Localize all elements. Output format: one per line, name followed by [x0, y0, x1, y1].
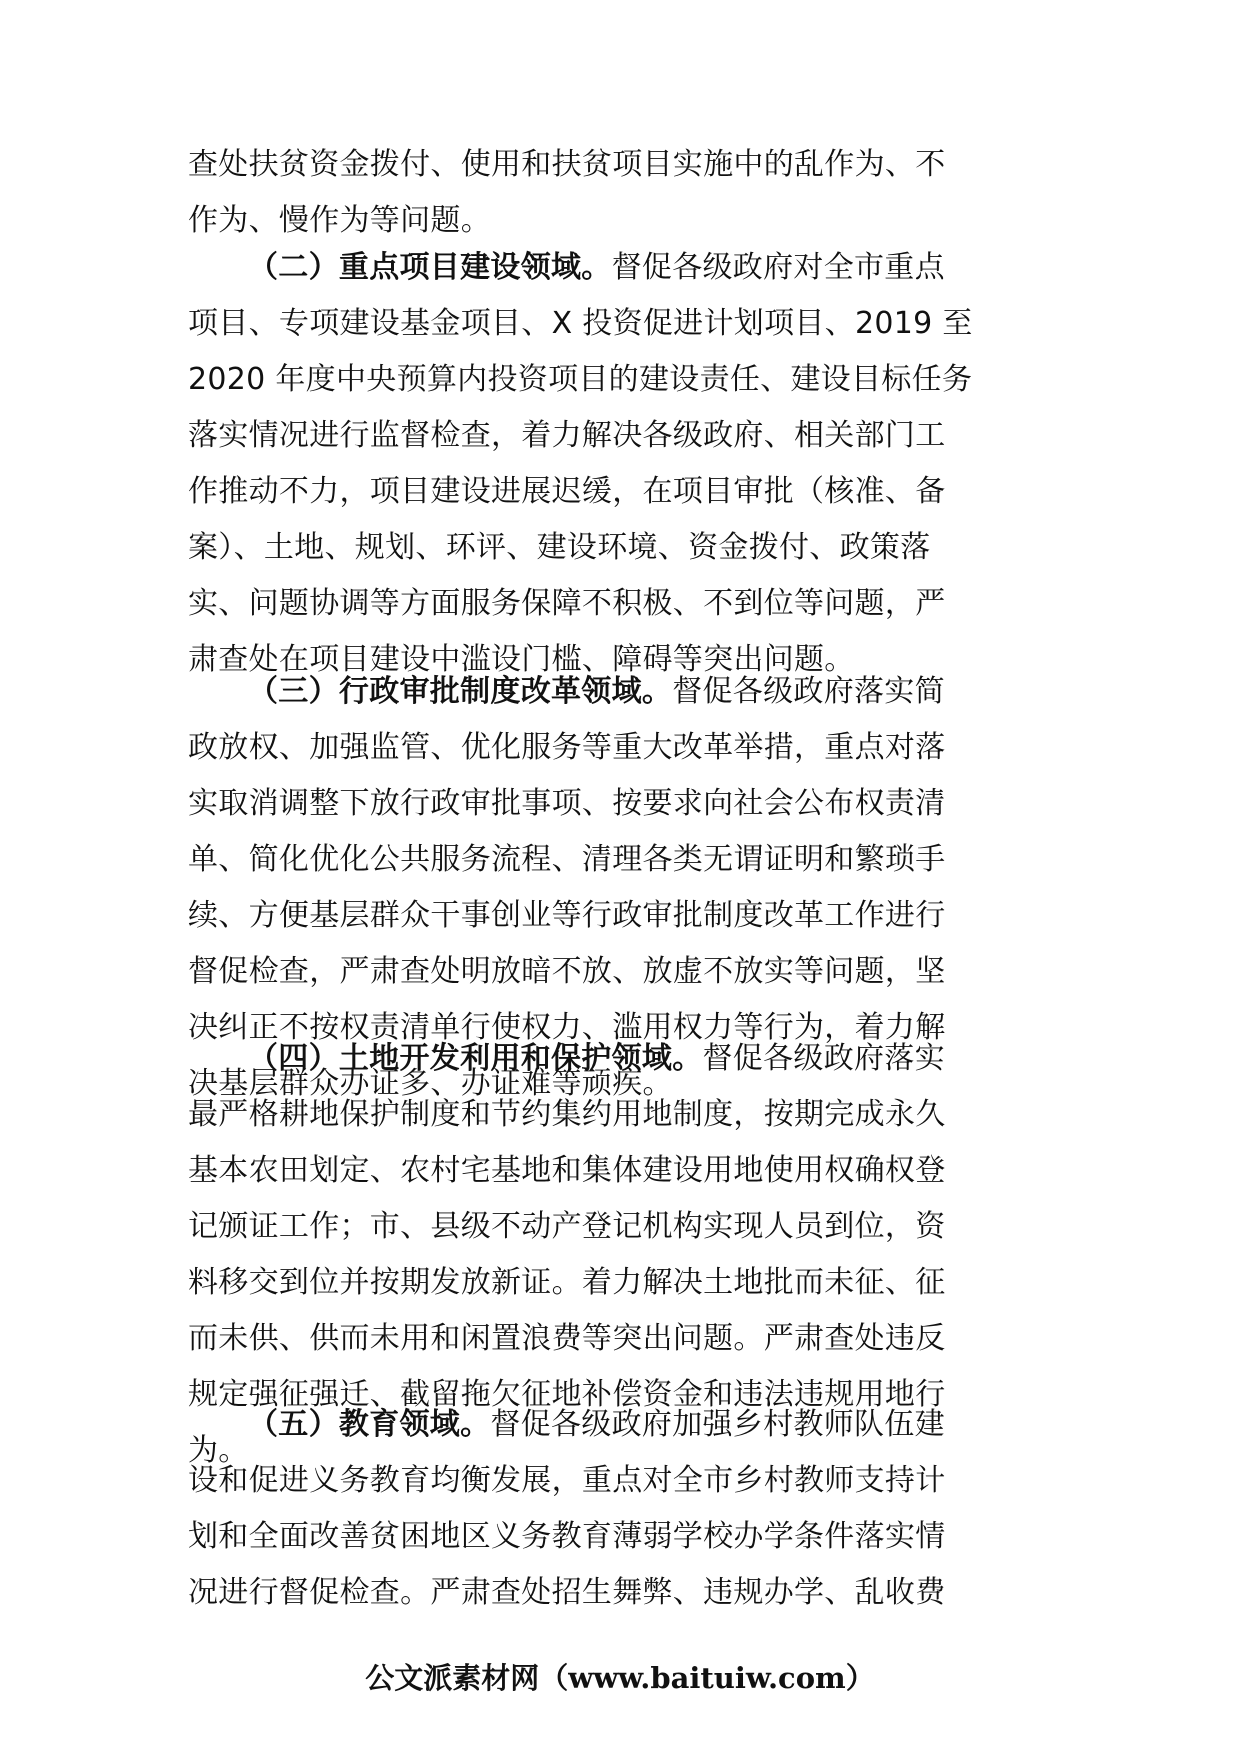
paragraph-continuation	[188, 137, 1058, 249]
text-line: 记颁证工作；市、县级不动产登记机构实现人员到位，资	[188, 1209, 946, 1244]
text-line: 划和全面改善贫困地区义务教育薄弱学校办学条件落实情	[188, 1519, 946, 1554]
text-line: 肃查处在项目建设中滥设门槛、障碍等突出问题。	[188, 642, 855, 677]
text-line: 案）、土地、规划、环评、建设环境、资金拨付、政策落	[188, 530, 931, 565]
text-line: 实取消调整下放行政审批事项、按要求向社会公布权责清	[188, 786, 946, 821]
paragraph-first-line	[188, 1397, 1058, 1453]
section-heading: （二）重点项目建设领域。	[248, 250, 612, 285]
text-line: 而未供、供而未用和闲置浪费等突出问题。严肃查处违反	[188, 1321, 946, 1356]
text-line: 2020 年度中央预算内投资项目的建设责任、建设目标任务	[188, 362, 973, 397]
text-line: 设和促进义务教育均衡发展，重点对全市乡村教师支持计	[188, 1463, 946, 1498]
text-line: 单、简化优化公共服务流程、清理各类无谓证明和繁琐手	[188, 842, 946, 877]
text-fragment: 督促各级政府落实简	[672, 674, 945, 709]
text-line: 实、问题协调等方面服务保障不积极、不到位等问题，严	[188, 586, 946, 621]
text-line: 督促检查，严肃查处明放暗不放、放虚不放实等问题，坚	[188, 954, 946, 989]
text-line: 规定强征强迁、截留拖欠征地补偿资金和违法违规用地行	[188, 1377, 946, 1412]
text-line: 作推动不力，项目建设进展迟缓，在项目审批（核准、备	[188, 474, 946, 509]
text-fragment: 督促各级政府对全市重点	[611, 250, 945, 285]
paragraph-education	[188, 1397, 1058, 1621]
text-line: 作为、慢作为等问题。	[188, 203, 491, 238]
paragraph-first-line	[188, 664, 1058, 720]
text-line: 落实情况进行监督检查，着力解决各级政府、相关部门工	[188, 418, 946, 453]
paragraph-key-projects	[188, 240, 1058, 688]
paragraph-first-line	[188, 1031, 1058, 1087]
text-line: 况进行督促检查。严肃查处招生舞弊、违规办学、乱收费	[188, 1575, 946, 1610]
text-line: 为。	[188, 1433, 249, 1468]
text-line: 项目、专项建设基金项目、X 投资促进计划项目、2019 至	[188, 306, 973, 341]
section-heading: （三）行政审批制度改革领域。	[248, 674, 673, 709]
text-line: 决基层群众办证多、办证难等顽疾。	[188, 1066, 673, 1101]
text-line: 最严格耕地保护制度和节约集约用地制度，按期完成永久	[188, 1097, 946, 1132]
text-fragment: 督促各级政府落实	[702, 1041, 945, 1076]
text-line: 续、方便基层群众干事创业等行政审批制度改革工作进行	[188, 898, 946, 933]
page-footer: 公文派素材网（www.baituiw.com）	[365, 1661, 875, 1695]
text-fragment: 督促各级政府加强乡村教师队伍建	[490, 1407, 945, 1442]
text-line: 基本农田划定、农村宅基地和集体建设用地使用权确权登	[188, 1153, 946, 1188]
text-line: 查处扶贫资金拨付、使用和扶贫项目实施中的乱作为、不	[188, 147, 946, 182]
text-line: 决纠正不按权责清单行使权力、滥用权力等行为，着力解	[188, 1010, 946, 1045]
text-line: 料移交到位并按期发放新证。着力解决土地批而未征、征	[188, 1265, 946, 1300]
section-heading: （四）土地开发利用和保护领域。	[248, 1041, 703, 1076]
text-line: 政放权、加强监管、优化服务等重大改革举措，重点对落	[188, 730, 946, 765]
section-heading: （五）教育领域。	[248, 1407, 491, 1442]
paragraph-first-line	[188, 240, 1058, 296]
